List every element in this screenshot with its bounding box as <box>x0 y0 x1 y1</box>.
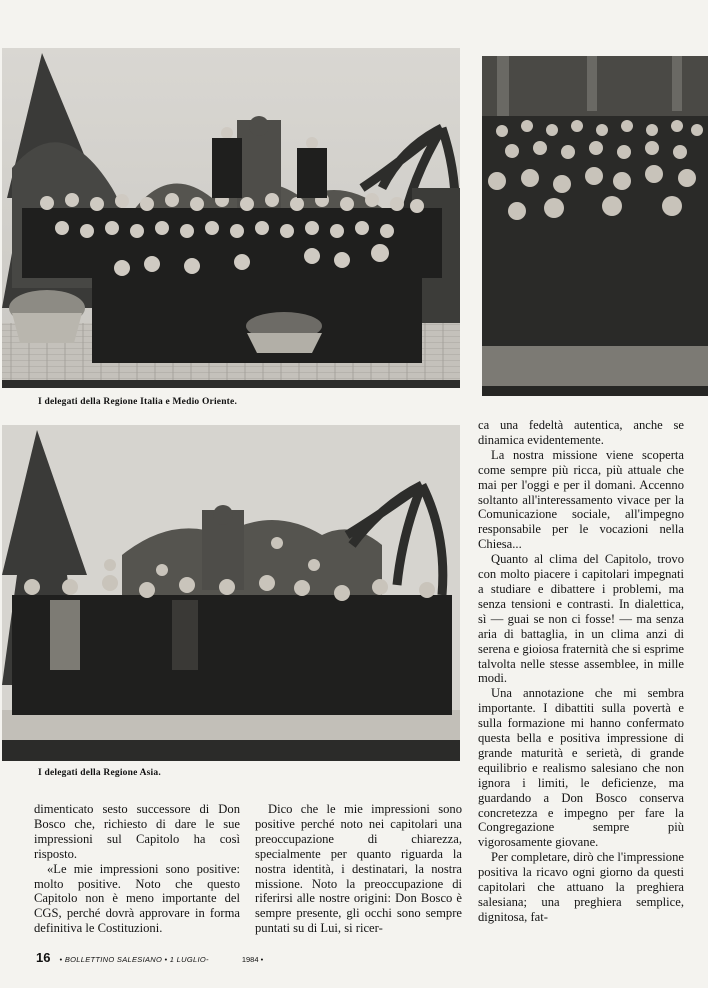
paragraph: La nostra missione viene scoperta come sempre più ricca, più attuale che mai per l'oggi e per il domani. Accenno soltanto all'interessamento vivace per la Comunicazione sociale, all'impegno responsabile per le vocazioni nella Chiesa... <box>478 447 684 552</box>
magazine-name: • BOLLETTINO SALESIANO • 1 LUGLIO- <box>59 955 209 964</box>
paragraph: Dico che le mie impressioni sono positive perché noto nei capitolari una preoccupazione di chiarezza, specialmente per quanto riguarda la nostra identità, i destinatari, la nostra missione. Noto la preoccupazione di riferirsi alle nostre origini: Don Bosco è sempre presente, gli occhi sono sempre puntati su di Lui, si ricer- <box>255 802 462 936</box>
photo-delegates-closeup <box>482 56 708 396</box>
text-column-left <box>34 802 240 936</box>
paragraph: dimenticato sesto successore di Don Bosco che, richiesto di dare le sue impressioni sul Capitolo ha così risposto. <box>34 802 240 861</box>
page-number: 16 <box>36 950 51 965</box>
paragraph: ca una fedeltà autentica, anche se dinamica evidentemente. <box>478 418 684 447</box>
paragraph: Quanto al clima del Capitolo, trovo con molto piacere i capitolari impegnati a studiare e dibattere i problemi, ma senza tensioni e contrasti. In dialettica, sì — guai se non ci fosse! — ma senza aria di battaglia, in un clima anzi di serena e gioiosa fraternità che si esprime talvolta nelle stesse assemblee, in mille modi. <box>478 552 684 686</box>
photo-asia-delegates <box>2 425 460 761</box>
page-footer <box>36 950 263 965</box>
caption-italy: I delegati della Regione Italia e Medio Oriente. <box>38 397 238 407</box>
paragraph: Una annotazione che mi sembra importante. I dibattiti sulla povertà e sulla formazione mi hanno confermato questa bella e positiva impressione di grande maturità e serietà, di grande equilibrio e realismo salesiano che non ignora i limiti, le deficienze, ma guardando a Don Bosco conserva concretezza e impegno per fare la Congregazione sempre più vigorosamente giovane. <box>478 686 684 850</box>
issue-year: 1984 • <box>241 955 264 964</box>
caption-asia: I delegati della Regione Asia. <box>38 768 161 778</box>
paragraph: Per completare, dirò che l'impressione positiva la ricavo ogni giorno da questi capitolari che attuano la preghiera salesiana; una preghiera semplice, dignitosa, fat- <box>478 850 684 924</box>
text-column-middle <box>255 802 462 936</box>
text-column-right <box>478 418 684 925</box>
photo-italy-delegates <box>2 48 460 388</box>
paragraph: «Le mie impressioni sono positive: molto positive. Noto che questo Capitolo non è meno importante del CGS, perché dovrà approvare in forma definitiva le Costituzioni. <box>34 861 240 936</box>
